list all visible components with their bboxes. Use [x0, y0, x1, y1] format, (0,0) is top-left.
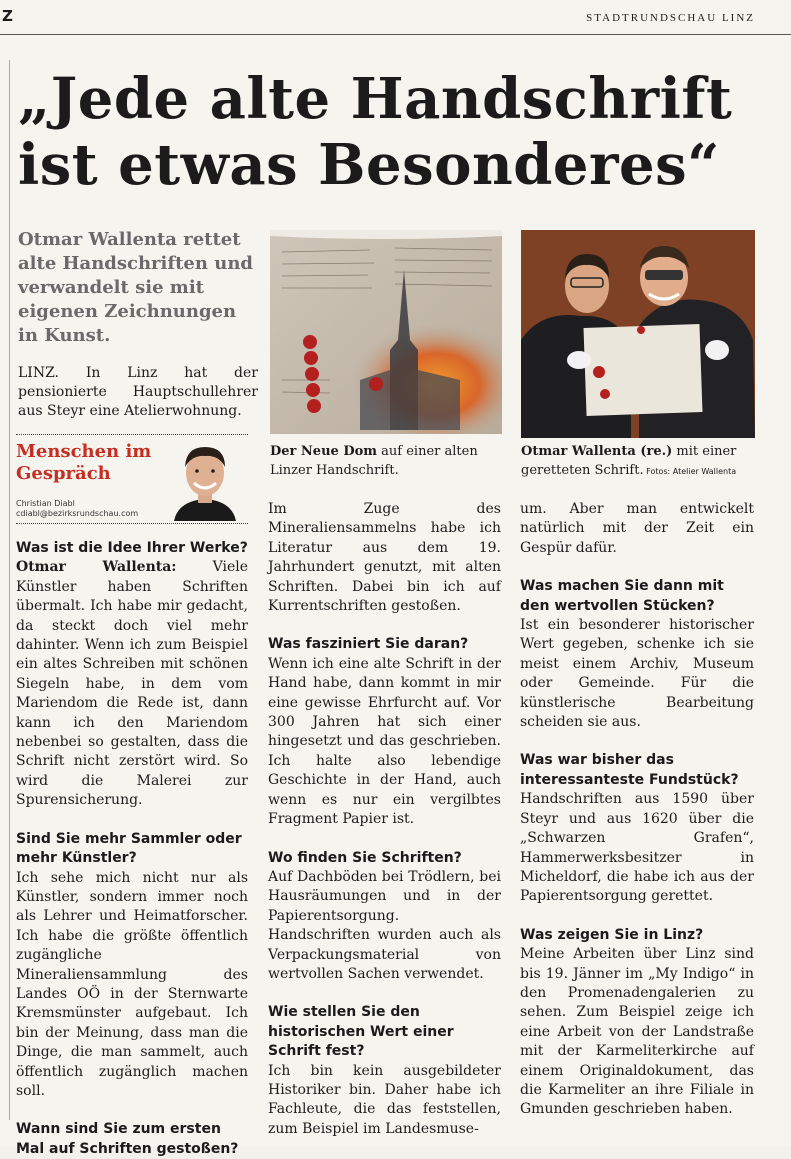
answer-6: Ich bin kein ausgebildeter Historiker bin. Daher habe ich Fachleute, die das feststellen, zum Beispiel im Landesmuse- — [268, 1062, 501, 1137]
wallenta-photo-caption — [521, 442, 761, 480]
box-title: Menschen im Gespräch — [16, 441, 152, 484]
answer-3: Im Zuge des Mineraliensammelns habe ich Literatur aus dem 19. Jahrhundert genutzt, mit alten Schriften. Dabei bin ich auf Kurrentschriften gestoßen. — [268, 501, 501, 615]
headline: „Jede alte Handschrift ist etwas Besonderes“ — [18, 66, 733, 198]
photo-credit: Fotos: Atelier Wallenta — [643, 467, 737, 476]
answer-7: Ist ein besonderer historischer Wert gegeben, schenke ich sie meist einem Archiv, Museum oder Gemeinde. Für die künstlerische Bearbeitung scheiden sie aus. — [520, 617, 754, 731]
header-left-mark: Z — [2, 7, 13, 25]
dom-caption-rest: auf einer alten Linzer Handschrift. — [270, 444, 478, 478]
answer-1-text: Viele Künstler haben Schriften übermalt. Ich habe mir gedacht, da steckt doch viel mehr dahinter. Wenn ich zum Beispiel ein altes Schreiben mit schönen Siegeln habe, in dem vom Mariendom die Rede ist, dann kann ich den Mariendom nebenbei so gestalten, dass die Schrift nicht zerstört wird. So wird die Malerei zur Spurensicherung. — [16, 559, 248, 809]
article-column-1 — [16, 539, 248, 1159]
dom-caption-bold: Der Neue Dom — [270, 444, 378, 459]
question-7: Was machen Sie dann mit den wertvollen Stücken? — [520, 578, 724, 614]
question-8: Was war bisher das interessanteste Fundstück? — [520, 752, 739, 788]
question-3: Wann sind Sie zum ersten Mal auf Schriften gestoßen? — [16, 1121, 239, 1157]
question-4: Was fasziniert Sie daran? — [268, 636, 469, 653]
lead-text: Otmar Wallenta rettet alte Handschriften und verwandelt sie mit eigenen Zeichnungen in Kunst. — [18, 229, 254, 346]
author-email: cdiabl@bezirksrundschau.com — [16, 509, 139, 518]
dom-photo-caption — [270, 442, 502, 480]
dom-painting-image — [270, 230, 502, 434]
article-column-2 — [268, 500, 501, 1139]
answer-6-continued: um. Aber man entwickelt natürlich mit der Zeit ein Gespür dafür. — [520, 501, 754, 556]
wallenta-caption-bold: Otmar Wallenta (re.) — [521, 444, 673, 459]
answer-9: Meine Arbeiten über Linz sind bis 19. Jänner im „My Indigo“ in den Promenadengalerien zu sehen. Zum Beispiel zeige ich eine Arbeit von der Landstraße mit der Karmeliterkirche auf einem Originaldokument, das die Karmeliter an ihre Filiale in Gmunden geschrieben haben. — [520, 946, 754, 1118]
interview-box — [16, 434, 248, 524]
author-info — [16, 499, 138, 519]
wallenta-caption-rest: mit einer geretteten Schrift. — [521, 444, 737, 478]
answer-1-speaker: Otmar Wallenta: — [16, 559, 177, 576]
answer-8: Handschriften aus 1590 über Steyr und aus 1620 über die „Schwarzen Grafen“, Hammerwerksbesitzer in Micheldorf, die habe ich aus der Papierentsorgung gerettet. — [520, 791, 754, 905]
column-rule — [9, 60, 10, 1120]
question-6: Wie stellen Sie den historischen Wert einer Schrift fest? — [268, 1004, 454, 1060]
article-column-3 — [520, 500, 754, 1120]
dom-manuscript-photo — [270, 230, 502, 434]
answer-4: Wenn ich eine alte Schrift in der Hand habe, dann kommt in mir eine gewisse Ehrfurcht auf. Vor 300 Jahren hat sich einer hingesetzt und das geschrieben. Ich halte also lebendige Geschichte in der Hand, auch wenn es nur ein vergilbtes Fragment Papier ist. — [268, 655, 501, 828]
wallenta-portrait-image — [521, 230, 755, 438]
intro-text: LINZ. In Linz hat der pensionierte Hauptschullehrer aus Steyr eine Atelierwohnung. — [18, 365, 258, 419]
answer-1 — [16, 558, 248, 810]
author-name: Christian Diabl — [16, 499, 75, 508]
wallenta-photo — [521, 230, 755, 438]
question-2: Sind Sie mehr Sammler oder mehr Künstler? — [16, 830, 242, 867]
question-1: Was ist die Idee Ihrer Werke? — [16, 540, 248, 556]
page-header — [0, 0, 791, 35]
question-9: Was zeigen Sie in Linz? — [520, 926, 704, 943]
question-5: Wo finden Sie Schriften? — [268, 849, 462, 866]
author-portrait — [164, 439, 246, 521]
answer-5: Auf Dachböden bei Trödlern, bei Hausräumungen und in der Papierentsorgung. Handschriften wurden auch als Verpackungsmaterial von wertvollen Sachen verwendet. — [268, 868, 501, 982]
answer-2: Ich sehe mich nicht nur als Künstler, sondern immer noch als Lehrer und Heimatforscher. Ich habe die größte öffentlich zugängliche Mineraliensammlung des Landes OÖ in der Sternwarte Kremsmünster aufgebaut. Ich bin der Meinung, dass man die Dinge, die man sammelt, auch öffentlich zugänglich machen soll. — [16, 869, 248, 1099]
section-title: STADTRUNDSCHAU LINZ — [586, 12, 755, 24]
